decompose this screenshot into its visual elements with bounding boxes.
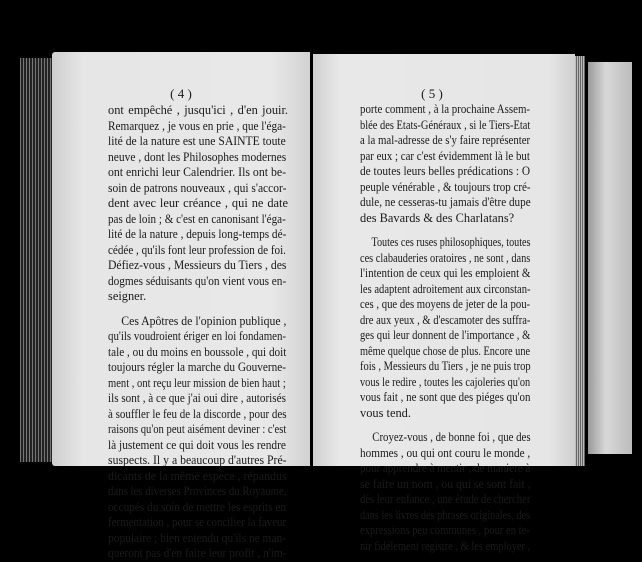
text-line: seigner. [108, 289, 147, 303]
text-line: blée des Etats-Généraux , si le Tiers-Etat [360, 117, 531, 132]
text-line: vous tend. [360, 405, 411, 420]
book-page-edges-right [575, 56, 585, 466]
text-line: ges qui leur donnent de l'importance , & [360, 328, 531, 342]
text-line: pour apprendre à mentir , de maniere à [360, 461, 531, 475]
text-line: lité de la nature est une SAINTE toute [108, 134, 286, 148]
text-line: neuve , dont les Philosophes modernes [108, 149, 287, 164]
paragraph [360, 102, 532, 226]
text-line: dre aux yeux , & d'escamoter des suffra- [360, 312, 531, 327]
text-line: queront pas d'en faire leur profit , n'im- [108, 546, 287, 560]
text-line: Toutes ces ruses philosophiques, toutes [371, 235, 531, 249]
text-line: de toutes leurs belles prédications : O [360, 164, 531, 178]
text-line: Ces Apôtres de l'opinion publique , [121, 313, 287, 328]
text-line: soin de patrons nouveaux , qui s'accor- [108, 180, 287, 195]
text-line: l'intention de ceux qui les emploient & [360, 266, 531, 280]
text-line: tale , ou du moins en boussole , qui doit [108, 344, 287, 359]
text-line: hommes , ou qui ont couru le monde , [360, 445, 531, 460]
text-line: dicants de la même espece , répandus [108, 468, 287, 483]
right-page-text [360, 102, 532, 554]
text-line: suspects. Il y a beaucoup d'autres Pré- [108, 453, 287, 467]
text-line: Défiez-vous , Messieurs du Tiers , des [108, 258, 287, 272]
text-line: dent avec leur créance , qui ne date [108, 196, 288, 210]
text-line: là justement ce qui doit vous les rendre [108, 437, 286, 452]
page-number: ( 5 ) [421, 86, 443, 101]
paragraph [108, 314, 288, 562]
text-line: Croyez-vous , de bonne foi , que des [372, 430, 531, 444]
text-line: à souffler le feu de la discorde , pour des [108, 406, 287, 421]
text-line: populaire ; bien entendu qu'ils ne man- [108, 530, 287, 545]
text-line: peuple vénérable , & toujours trop cré- [360, 179, 531, 194]
text-line: lité de la nature , depuis long-temps dé- [108, 227, 287, 241]
text-line: dans les livres des phrases originales, des [360, 507, 531, 522]
text-line: expressions peu communes , pour en te- [360, 523, 530, 537]
book-page-edges-left [20, 58, 52, 462]
text-line: ces , que des moyens de jeter de la pou- [360, 297, 531, 311]
text-line: a la mal-adresse de s'y faire représenter [360, 133, 531, 147]
text-line: pas de loin ; & c'est en canonisant l'éga- [108, 211, 286, 226]
text-line: dès leur enfance , une étude de chercher [360, 492, 531, 506]
left-page-text [108, 103, 288, 562]
text-line: même quelque chose de plus. Encore une [360, 343, 531, 358]
text-line: qu'ils voudroient ériger en loi fondamen- [108, 329, 287, 343]
text-line: nir fidélement registre , & les employer , [360, 538, 531, 553]
text-line: ils sont , à ce que j'ai oui dire , autorisés [108, 391, 286, 405]
text-line: fermentation , pour se concilier la faveur [108, 515, 287, 529]
text-line: ont empêché , jusqu'ici , d'en jouir. [108, 103, 288, 117]
text-line: porte comment , à la prochaine Assem- [360, 102, 531, 116]
right-page [313, 54, 575, 553]
text-line: Remarquez , je vous en prie , que l'éga- [108, 118, 286, 133]
page-number: ( 4 ) [170, 86, 192, 101]
paragraph [360, 235, 532, 421]
text-line: dans les diverses Provinces du Royaume, [108, 484, 287, 498]
text-line: toujours régler la marche du Gouverne- [108, 360, 286, 374]
text-line: des Bavards & des Charlatans? [360, 210, 515, 225]
text-line: dule, ne cesseras-tu jamais d'être dupe [360, 195, 531, 209]
paragraph [108, 103, 288, 305]
text-line: raisons qu'on peut aisément deviner : c'est [108, 422, 287, 436]
book-cover-right [588, 62, 632, 454]
text-line: les adaptent adroitement aux circonstan- [360, 281, 531, 296]
text-line: ces clabauderies oratoires , ne sont , dans [360, 250, 531, 265]
text-line: par eux ; car c'est évidemment là le but [360, 148, 530, 163]
text-line: vous fait , ne sont que des piéges qu'on [360, 390, 531, 404]
paragraph [360, 430, 532, 554]
text-line: fois , Messieurs du Tiers , je ne puis trop [360, 359, 531, 373]
text-line: se faire un nom , ou qui se sont fait , [360, 476, 531, 491]
text-line: ment , ont reçu leur mission de bien haut ; [108, 375, 286, 390]
text-line: vous le redire , toutes les cajoleries qu'on [360, 374, 531, 389]
text-line: ont enrichi leur Calendrier. Ils ont be- [108, 165, 287, 179]
left-page [52, 52, 310, 560]
text-line: occupés du soin de mettre les esprits en [108, 499, 287, 514]
text-line: dogmes séduisants qu'on vient vous en- [108, 273, 287, 288]
text-line: cédée , qu'ils font leur profession de foi. [108, 242, 286, 257]
